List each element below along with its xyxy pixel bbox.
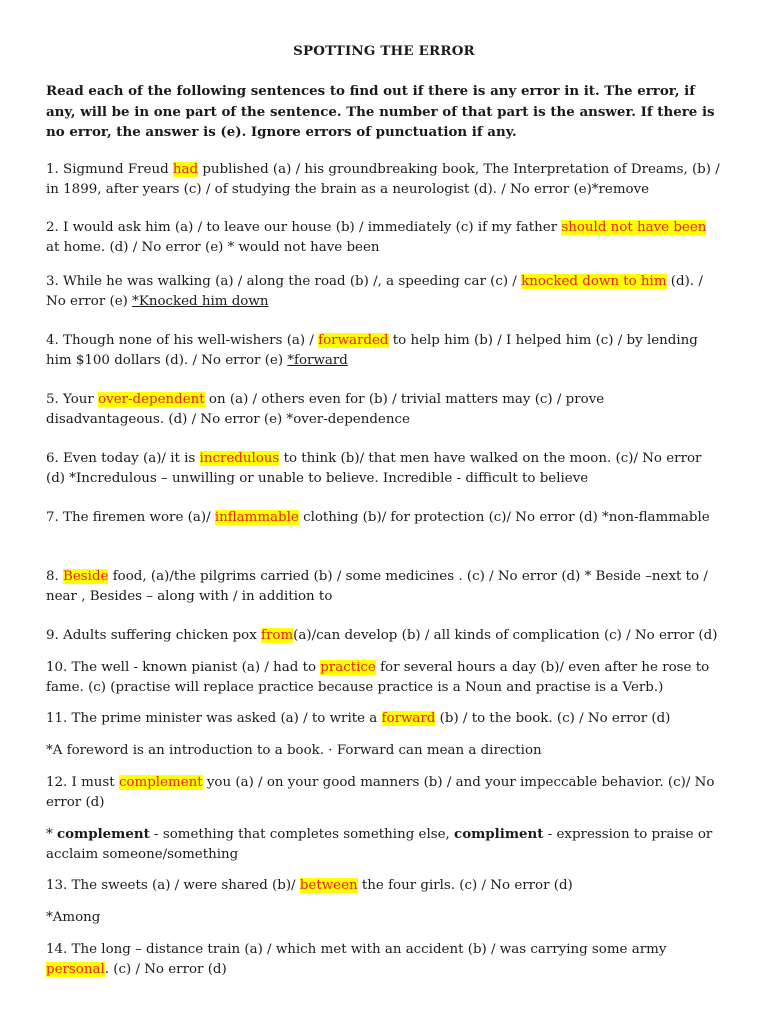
question-2 [46, 218, 722, 258]
highlighted-error: knocked down to him [521, 274, 667, 289]
text: to help him (b) / I helped him (c) / by lending him $100 dollars (d). / No error (e) [46, 333, 698, 368]
highlighted-error: forwarded [318, 333, 389, 348]
text: the four girls. (c) / No error (d) [357, 878, 573, 893]
highlighted-error: over-dependent [98, 392, 205, 407]
question-10 [46, 658, 722, 698]
question-13 [46, 876, 722, 896]
text: for several hours a day (b)/ even after he rose to fame. (c) (practise will replace practice because practice is a Noun and practise is a Verb.) [46, 660, 710, 695]
question-4 [46, 331, 722, 371]
highlighted-error: from [261, 628, 294, 643]
text: - expression to praise or acclaim someone/something [46, 827, 713, 862]
text: 9. Adults suffering chicken pox [46, 628, 262, 643]
question-8 [46, 567, 722, 607]
question-1 [46, 160, 722, 200]
text: 1. Sigmund Freud [46, 162, 173, 177]
text: 6. Even today (a)/ it is [46, 451, 200, 466]
text: 10. The well - known pianist (a) / had to [46, 660, 321, 675]
highlighted-error: had [172, 162, 199, 177]
text: 7. The firemen wore (a)/ [46, 510, 215, 525]
text: 14. The long – distance train (a) / which met with an accident (b) / was carrying some army [46, 942, 667, 957]
text: - something that completes something else, [149, 827, 455, 842]
text: 4. Though none of his well-wishers (a) / [46, 333, 319, 348]
text: (a)/can develop (b) / all kinds of complication (c) / No error (d) [293, 628, 718, 643]
text: at home. (d) / No error (e) * would not have been [46, 240, 380, 255]
highlighted-error: should not have been [561, 220, 707, 235]
text: (b) / to the book. (c) / No error (d) [435, 711, 671, 726]
instructions: Read each of the following sentences to find out if there is any error in it. The error, if any, will be in one part of the sentence. The number of that part is the answer. If there is no error, the answer is (e). Ignore errors of punctuation if any. [46, 83, 715, 140]
highlighted-error: between [299, 878, 358, 893]
text: you (a) / on your good manners (b) / and your impeccable behavior. (c)/ No error (d) [46, 775, 715, 810]
question-14 [46, 940, 722, 980]
highlighted-error: incredulous [199, 451, 280, 466]
text: 13. The sweets (a) / were shared (b)/ [46, 878, 300, 893]
text: 2. I would ask him (a) / to leave our house (b) / immediately (c) if my father [46, 220, 562, 235]
text: to think (b)/ that men have walked on the moon. (c)/ No error (d) *Incredulous – unwilling or unable to believe. Incredible - difficult to believe [46, 451, 702, 486]
question-5 [46, 390, 722, 430]
text: 3. While he was walking (a) / along the road (b) /, a speeding car (c) / [46, 274, 522, 289]
question-6 [46, 449, 722, 489]
page-title: SPOTTING THE ERROR [293, 43, 475, 59]
text: 12. I must [46, 775, 119, 790]
text: * [46, 827, 57, 842]
text: 8. [46, 569, 64, 584]
highlighted-error: inflammable [214, 510, 299, 525]
text: 11. The prime minister was asked (a) / to write a [46, 711, 382, 726]
answer: *forward [287, 353, 348, 368]
highlighted-error: personal [46, 962, 105, 977]
text: . (c) / No error (d) [104, 962, 227, 977]
text: clothing (b)/ for protection (c)/ No error (d) *non-flammable [298, 510, 710, 525]
text: food, (a)/the pilgrims carried (b) / some medicines . (c) / No error (d) * Beside –next to / near , Besides – along with / in addition to [46, 569, 708, 604]
answer: *Knocked him down [132, 294, 269, 309]
highlighted-error: forward [381, 711, 436, 726]
question-9 [46, 626, 722, 646]
term-compliment: compliment [454, 826, 544, 842]
answer-note-12 [46, 824, 722, 865]
question-7 [46, 508, 722, 528]
highlighted-error: complement [118, 775, 203, 790]
text: 5. Your [46, 392, 99, 407]
question-3 [46, 272, 722, 312]
highlighted-error: Beside [63, 569, 109, 584]
text: (d). / No error (e) [46, 274, 703, 309]
answer-note-13: *Among [46, 910, 101, 925]
term-complement: complement [56, 826, 150, 842]
text: on (a) / others even for (b) / trivial matters may (c) / prove disadvantageous. (d) / No error (e) *over-dependence [46, 392, 605, 427]
question-12 [46, 773, 722, 813]
question-11 [46, 709, 722, 729]
text: published (a) / his groundbreaking book, The Interpretation of Dreams, (b) / in 1899, after years (c) / of studying the brain as a neurologist (d). / No error (e)*remove [46, 162, 720, 197]
highlighted-error: practice [320, 660, 376, 675]
answer-note-11: *A foreword is an introduction to a book. · Forward can mean a direction [46, 743, 542, 758]
